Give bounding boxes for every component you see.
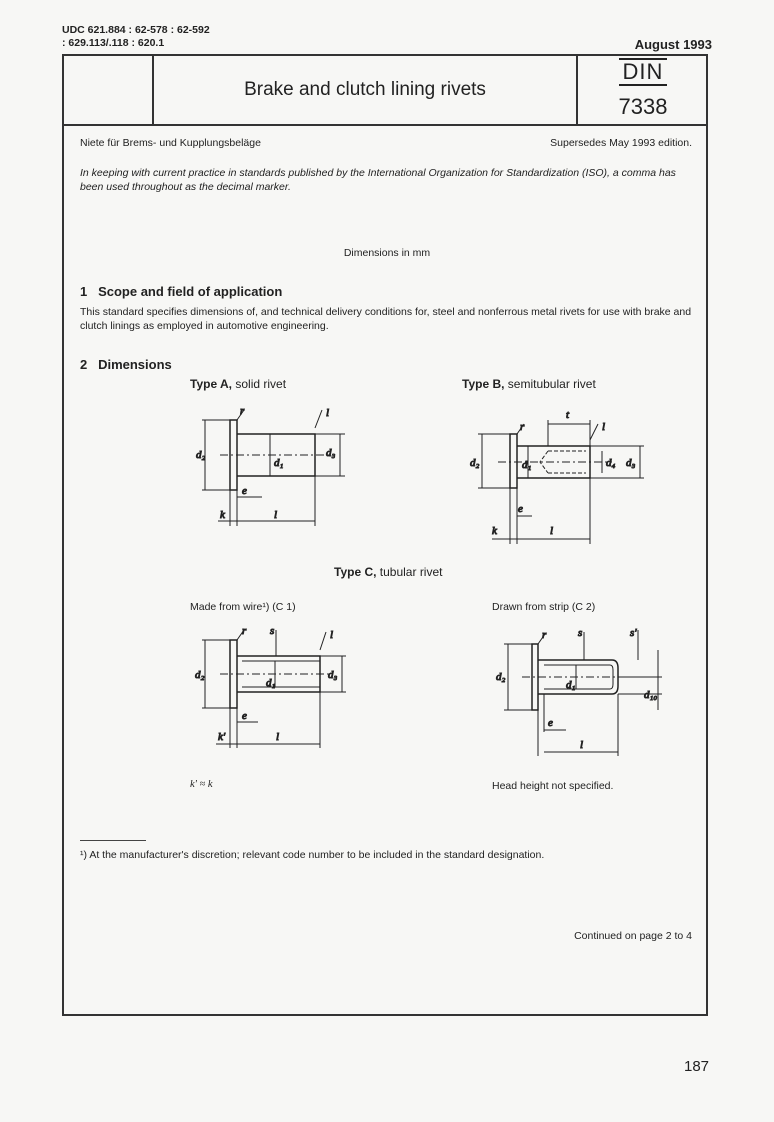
type-a-desc: solid rivet [232, 377, 287, 391]
label-r: r [240, 405, 245, 417]
dimensions-note: Dimensions in mm [343, 247, 431, 259]
rivet-head [510, 434, 517, 488]
type-a-drawing [180, 400, 360, 530]
label-e: e [518, 503, 523, 515]
din-logo [578, 58, 708, 86]
label-r: r [520, 421, 525, 433]
supersedes-note: Supersedes May 1993 edition. [550, 137, 692, 149]
label-d4: d₄ [606, 457, 616, 469]
label-s-prime: s' [630, 627, 637, 639]
label-d2: d₂ [470, 457, 480, 469]
din-label: DIN [619, 58, 668, 86]
label-l-top: l [602, 421, 606, 433]
section-number: 1 [80, 284, 88, 299]
label-d1: d₁ [266, 677, 276, 689]
label-d1: d₁ [274, 457, 284, 469]
c1-caption: Made from wire¹) (C 1) [190, 601, 296, 613]
type-c-label: Type C, [334, 565, 377, 579]
section-number: 2 [80, 357, 88, 372]
c2-caption: Drawn from strip (C 2) [492, 601, 596, 613]
type-b-drawing [462, 400, 652, 548]
label-d2: d₂ [195, 669, 205, 681]
label-r: r [242, 625, 247, 637]
udc-line-2: : 629.113/.118 : 620.1 [62, 37, 165, 49]
iso-note: In keeping with current practice in standards published by the International Organization for Standardization (ISO), a comma has been used throughout as the decimal marker. [80, 167, 676, 193]
label-s: s [578, 627, 583, 639]
label-l-top: l [326, 407, 330, 419]
footnote: ¹) At the manufacturer's discretion; relevant code number to be included in the standard designation. [80, 849, 545, 861]
c2-note: Head height not specified. [492, 780, 614, 792]
german-title: Niete für Brems- und Kupplungsbeläge [80, 137, 261, 149]
label-l: l [550, 525, 554, 537]
label-t: t [566, 409, 570, 421]
type-a-caption [190, 377, 286, 391]
type-c2-drawing [492, 620, 672, 760]
label-d10: d₁₀ [644, 689, 658, 701]
type-b-label: Type B, [462, 377, 505, 391]
footnote-divider [80, 840, 146, 841]
label-k-prime: k' [218, 731, 226, 743]
type-c1-drawing [180, 620, 360, 750]
page-number: 187 [684, 1058, 710, 1075]
label-r: r [542, 629, 547, 641]
label-d3: d₃ [326, 447, 336, 459]
type-c-desc: tubular rivet [376, 565, 443, 579]
label-d1: d₁ [566, 679, 576, 691]
label-d3: d₃ [626, 457, 636, 469]
label-e: e [548, 717, 553, 729]
udc-code [62, 24, 210, 50]
din-number: 7338 [618, 94, 668, 119]
label-l: l [274, 509, 278, 521]
document-title: Brake and clutch lining rivets [244, 79, 486, 100]
label-k: k [492, 525, 497, 537]
udc-line-1: UDC 621.884 : 62-578 : 62-592 [62, 24, 210, 36]
label-d2: d₂ [196, 449, 206, 461]
continued-note: Continued on page 2 to 4 [574, 930, 692, 942]
label-e: e [242, 710, 247, 722]
label-k: k [220, 509, 225, 521]
label-l-top: l [330, 629, 334, 641]
scope-text: This standard specifies dimensions of, and technical delivery conditions for, steel and nonferrous metal rivets for use with brake and clutch linings as employed in automotive engineering. [80, 306, 692, 332]
section-title: Dimensions [98, 357, 172, 372]
type-c-caption [334, 565, 442, 579]
label-e: e [242, 485, 247, 497]
label-s: s [270, 625, 275, 637]
label-l: l [580, 739, 584, 751]
label-d3: d₃ [328, 669, 338, 681]
label-d1: d₁ [522, 459, 532, 471]
c1-note: k' ≈ k [190, 779, 213, 790]
section-1-heading [80, 284, 282, 299]
type-a-label: Type A, [190, 377, 233, 391]
type-b-desc: semitubular rivet [504, 377, 596, 391]
label-d2: d₂ [496, 671, 506, 683]
section-2-heading [80, 357, 172, 372]
label-l: l [276, 731, 280, 743]
type-b-caption [462, 377, 596, 391]
publication-date: August 1993 [634, 37, 712, 52]
section-title: Scope and field of application [98, 284, 283, 299]
